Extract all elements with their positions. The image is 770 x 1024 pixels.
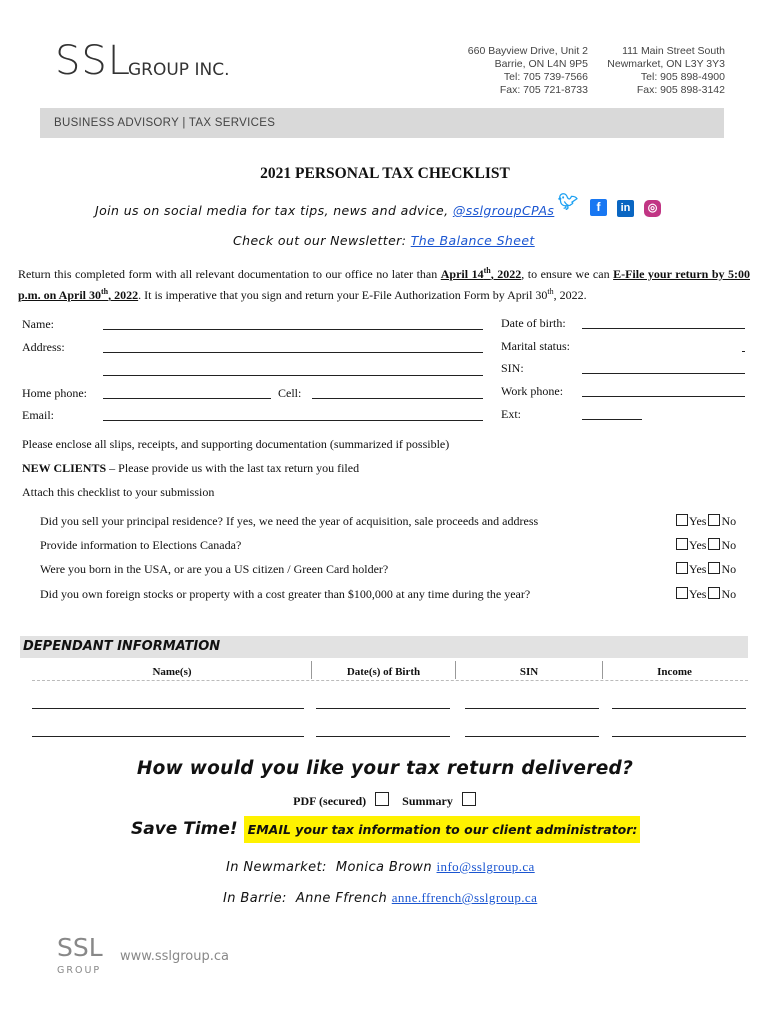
page-title: 2021 PERSONAL TAX CHECKLIST	[260, 165, 510, 182]
yes-checkbox[interactable]	[676, 587, 688, 599]
company-logo-subtitle: GROUP INC.	[128, 60, 230, 80]
yes-checkbox[interactable]	[676, 514, 688, 526]
address-field-line2[interactable]	[103, 375, 483, 376]
dependant-heading: DEPENDANT INFORMATION	[23, 639, 221, 654]
yes-no-row-1: Yes No	[676, 514, 736, 529]
intro-paragraph: Return this completed form with all relevant documentation to our office no later than April 14th, 2022, to ensure we can E-File your return by 5:00 p.m. on April 30th, 2022. It is imperative that you sign and return your E-File Authorization Form by April 30th, 2022.	[18, 266, 751, 302]
dob-label: Date of birth:	[501, 316, 566, 330]
sin-label: SIN:	[501, 361, 524, 375]
address-field-line1[interactable]	[103, 352, 483, 353]
save-time-line	[131, 819, 640, 839]
no-checkbox[interactable]	[708, 538, 720, 550]
pdf-checkbox[interactable]	[375, 792, 389, 806]
email-label: Email:	[22, 408, 54, 422]
instagram-icon[interactable]: ◎	[644, 200, 661, 217]
new-clients-instruction: NEW CLIENTS – Please provide us with the last tax return you filed	[22, 461, 360, 475]
save-time-lead: Save Time!	[131, 819, 238, 839]
dependant-section-header	[20, 636, 748, 658]
dependant-1-name-field[interactable]	[32, 708, 304, 709]
question-principal-residence: Did you sell your principal residence? If yes, we need the year of acquisition, sale proceeds and address	[40, 514, 539, 528]
marital-label: Marital status:	[501, 339, 570, 353]
linkedin-icon[interactable]: in	[617, 200, 634, 217]
no-checkbox[interactable]	[708, 587, 720, 599]
work-phone-field[interactable]	[582, 396, 745, 397]
footer-logo-subtitle: GROUP	[57, 965, 102, 976]
ext-field[interactable]	[582, 419, 642, 420]
social-handle-link[interactable]: @sslgroupCPAs	[452, 203, 555, 218]
save-time-text: EMAIL your tax information to our client administrator:	[244, 816, 641, 843]
dependant-1-income-field[interactable]	[612, 708, 746, 709]
company-logo: SSL	[55, 38, 132, 84]
yes-checkbox[interactable]	[676, 562, 688, 574]
newmarket-office-address: 111 Main Street South Newmarket, ON L3Y 3Y3 Tel: 905 898-4900 Fax: 905 898-3142	[607, 45, 725, 96]
yes-no-row-3: Yes No	[676, 562, 736, 577]
barrie-email-link[interactable]: anne.ffrench@sslgroup.ca	[391, 890, 538, 905]
facebook-icon[interactable]: f	[590, 199, 607, 216]
question-foreign-property: Did you own foreign stocks or property with a cost greater than $100,000 at any time during the year?	[40, 587, 531, 601]
sin-field[interactable]	[582, 373, 745, 374]
barrie-office-address: 660 Bayview Drive, Unit 2 Barrie, ON L4N 9P5 Tel: 705 739-7566 Fax: 705 721-8733	[467, 45, 588, 96]
column-header-dob: Date(s) of Birth	[346, 666, 421, 678]
social-line: Join us on social media for tax tips, news and advice, @sslgroupCPAs	[95, 203, 555, 218]
newmarket-contact: In Newmarket: Monica Brown info@sslgroup.ca	[226, 859, 535, 875]
social-icons	[558, 194, 579, 212]
name-field[interactable]	[103, 329, 483, 330]
table-header-rule	[32, 680, 748, 681]
newsletter-line: Check out our Newsletter: The Balance Sheet	[233, 233, 535, 248]
ext-label: Ext:	[501, 407, 521, 421]
footer-website-link[interactable]: www.sslgroup.ca	[120, 949, 229, 964]
dependant-1-dob-field[interactable]	[316, 708, 450, 709]
newsletter-link[interactable]: The Balance Sheet	[410, 233, 535, 248]
services-band	[40, 108, 724, 138]
summary-checkbox[interactable]	[462, 792, 476, 806]
delivery-options: PDF (secured) Summary	[0, 792, 770, 809]
attach-instruction: Attach this checklist to your submission	[22, 485, 215, 499]
email-field[interactable]	[103, 420, 483, 421]
delivery-question: How would you like your tax return delivered?	[136, 758, 634, 779]
question-elections-canada: Provide information to Elections Canada?	[40, 538, 242, 552]
yes-no-row-2: Yes No	[676, 538, 736, 553]
home-phone-label: Home phone:	[22, 386, 87, 400]
dependant-2-sin-field[interactable]	[465, 736, 599, 737]
name-label: Name:	[22, 317, 54, 331]
column-header-sin: SIN	[519, 666, 539, 678]
newmarket-email-link[interactable]: info@sslgroup.ca	[436, 859, 535, 874]
home-phone-field[interactable]	[103, 398, 271, 399]
services-label: BUSINESS ADVISORY | TAX SERVICES	[54, 117, 276, 129]
twitter-icon[interactable]: 🐦︎	[558, 194, 579, 211]
column-header-names: Name(s)	[152, 666, 192, 678]
dependant-2-income-field[interactable]	[612, 736, 746, 737]
column-header-income: Income	[657, 666, 692, 678]
dependant-2-name-field[interactable]	[32, 736, 304, 737]
dob-field[interactable]	[582, 328, 745, 329]
footer-logo: SSL	[57, 933, 103, 962]
barrie-contact: In Barrie: Anne Ffrench anne.ffrench@sslgroup.ca	[223, 890, 538, 906]
no-checkbox[interactable]	[708, 562, 720, 574]
marital-field[interactable]	[742, 351, 745, 352]
social-icon-row	[590, 198, 661, 217]
dependant-1-sin-field[interactable]	[465, 708, 599, 709]
dependant-2-dob-field[interactable]	[316, 736, 450, 737]
question-us-citizen: Were you born in the USA, or are you a US citizen / Green Card holder?	[40, 562, 389, 576]
cell-field[interactable]	[312, 398, 483, 399]
yes-checkbox[interactable]	[676, 538, 688, 550]
work-phone-label: Work phone:	[501, 384, 564, 398]
yes-no-row-4: Yes No	[676, 587, 736, 602]
cell-label: Cell:	[278, 386, 302, 400]
no-checkbox[interactable]	[708, 514, 720, 526]
enclose-instruction: Please enclose all slips, receipts, and supporting documentation (summarized if possible)	[22, 437, 450, 451]
address-label: Address:	[22, 340, 65, 354]
